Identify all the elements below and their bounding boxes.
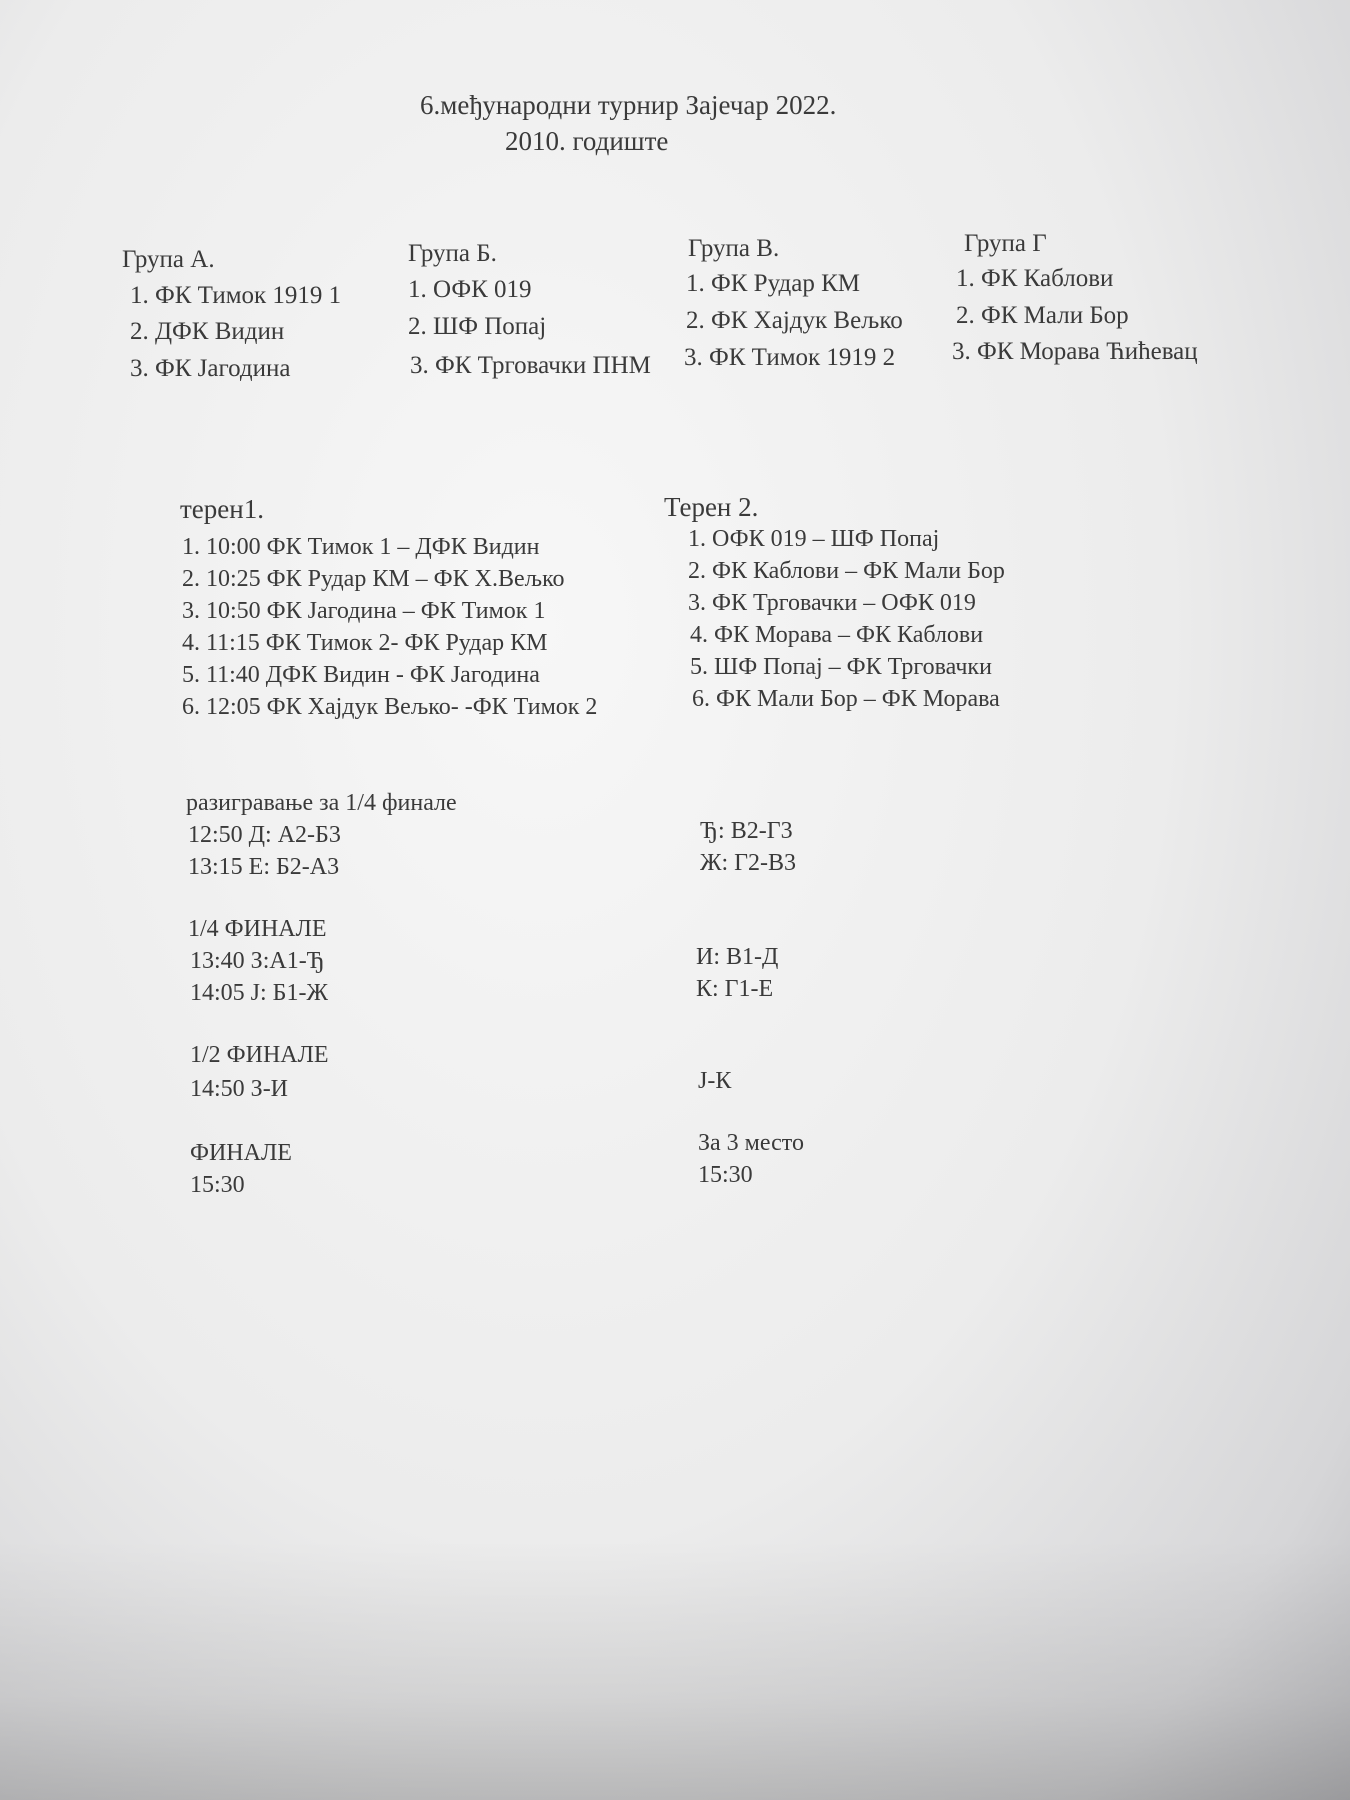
final-time: 15:30 [190, 1172, 245, 1198]
quarterfinal-heading: 1/4 ФИНАЛЕ [188, 916, 327, 942]
match-row: 3. 10:50 ФК Јагодина – ФК Тимок 1 [182, 598, 546, 624]
group-a-team: 2. ДФК Видин [130, 318, 285, 345]
playoff-match: 12:50 Д: А2-Б3 [188, 822, 341, 848]
field-1-heading: терен1. [180, 494, 264, 524]
match-row: 1. 10:00 ФК Тимок 1 – ДФК Видин [182, 534, 540, 560]
match-row: 5. 11:40 ДФК Видин - ФК Јагодина [182, 662, 540, 688]
field-2-heading: Терен 2. [664, 492, 759, 522]
final-heading: ФИНАЛЕ [190, 1140, 292, 1166]
document-title: 6.међународни турнир Зајечар 2022. [420, 90, 837, 120]
playoff-match: Ж: Г2-В3 [700, 850, 797, 876]
quarterfinal-match: 14:05 Ј: Б1-Ж [190, 980, 328, 1006]
semifinal-heading: 1/2 ФИНАЛЕ [190, 1042, 329, 1068]
quarterfinal-match: И: В1-Д [696, 944, 779, 970]
match-row: 4. 11:15 ФК Тимок 2- ФК Рудар КМ [182, 630, 548, 656]
group-g-team: 3. ФК Морава Ћићевац [952, 338, 1198, 365]
playoff-heading: разигравање за 1/4 финале [186, 790, 457, 816]
group-v-heading: Група В. [688, 235, 780, 262]
semifinal-match: Ј-К [698, 1068, 732, 1094]
match-row: 6. 12:05 ФК Хајдук Вељко- -ФК Тимок 2 [182, 694, 598, 720]
match-row: 2. ФК Каблови – ФК Мали Бор [688, 558, 1005, 584]
document-subtitle: 2010. годиште [505, 126, 669, 156]
group-b-heading: Група Б. [408, 240, 497, 267]
group-b-team: 1. ОФК 019 [408, 276, 532, 303]
match-row: 2. 10:25 ФК Рудар КМ – ФК Х.Вељко [182, 566, 565, 592]
match-row: 5. ШФ Попај – ФК Трговачки [690, 654, 992, 680]
group-g-team: 2. ФК Мали Бор [956, 302, 1129, 329]
group-a-heading: Група А. [122, 246, 215, 273]
quarterfinal-match: 13:40 З:А1-Ђ [190, 948, 325, 974]
group-v-team: 2. ФК Хајдук Вељко [686, 307, 903, 334]
semifinal-match: 14:50 З-И [190, 1076, 289, 1102]
group-v-team: 1. ФК Рудар КМ [686, 270, 860, 297]
playoff-match: Ђ: В2-Г3 [700, 818, 793, 844]
quarterfinal-match: К: Г1-Е [696, 976, 774, 1002]
group-b-team: 3. ФК Трговачки ПНМ [410, 352, 651, 379]
match-row: 4. ФК Морава – ФК Каблови [690, 622, 984, 648]
third-place-time: 15:30 [698, 1162, 753, 1188]
playoff-match: 13:15 Е: Б2-А3 [188, 854, 340, 880]
match-row: 6. ФК Мали Бор – ФК Морава [692, 686, 1000, 712]
match-row: 1. ОФК 019 – ШФ Попај [688, 526, 940, 552]
group-a-team: 3. ФК Јагодина [130, 355, 291, 382]
group-b-team: 2. ШФ Попај [408, 313, 547, 340]
match-row: 3. ФК Трговачки – ОФК 019 [688, 590, 976, 616]
group-v-team: 3. ФК Тимок 1919 2 [684, 344, 896, 371]
third-place-heading: За 3 место [698, 1130, 804, 1156]
group-g-heading: Група Г [964, 230, 1047, 257]
group-a-team: 1. ФК Тимок 1919 1 [130, 282, 342, 309]
group-g-team: 1. ФК Каблови [956, 265, 1114, 292]
